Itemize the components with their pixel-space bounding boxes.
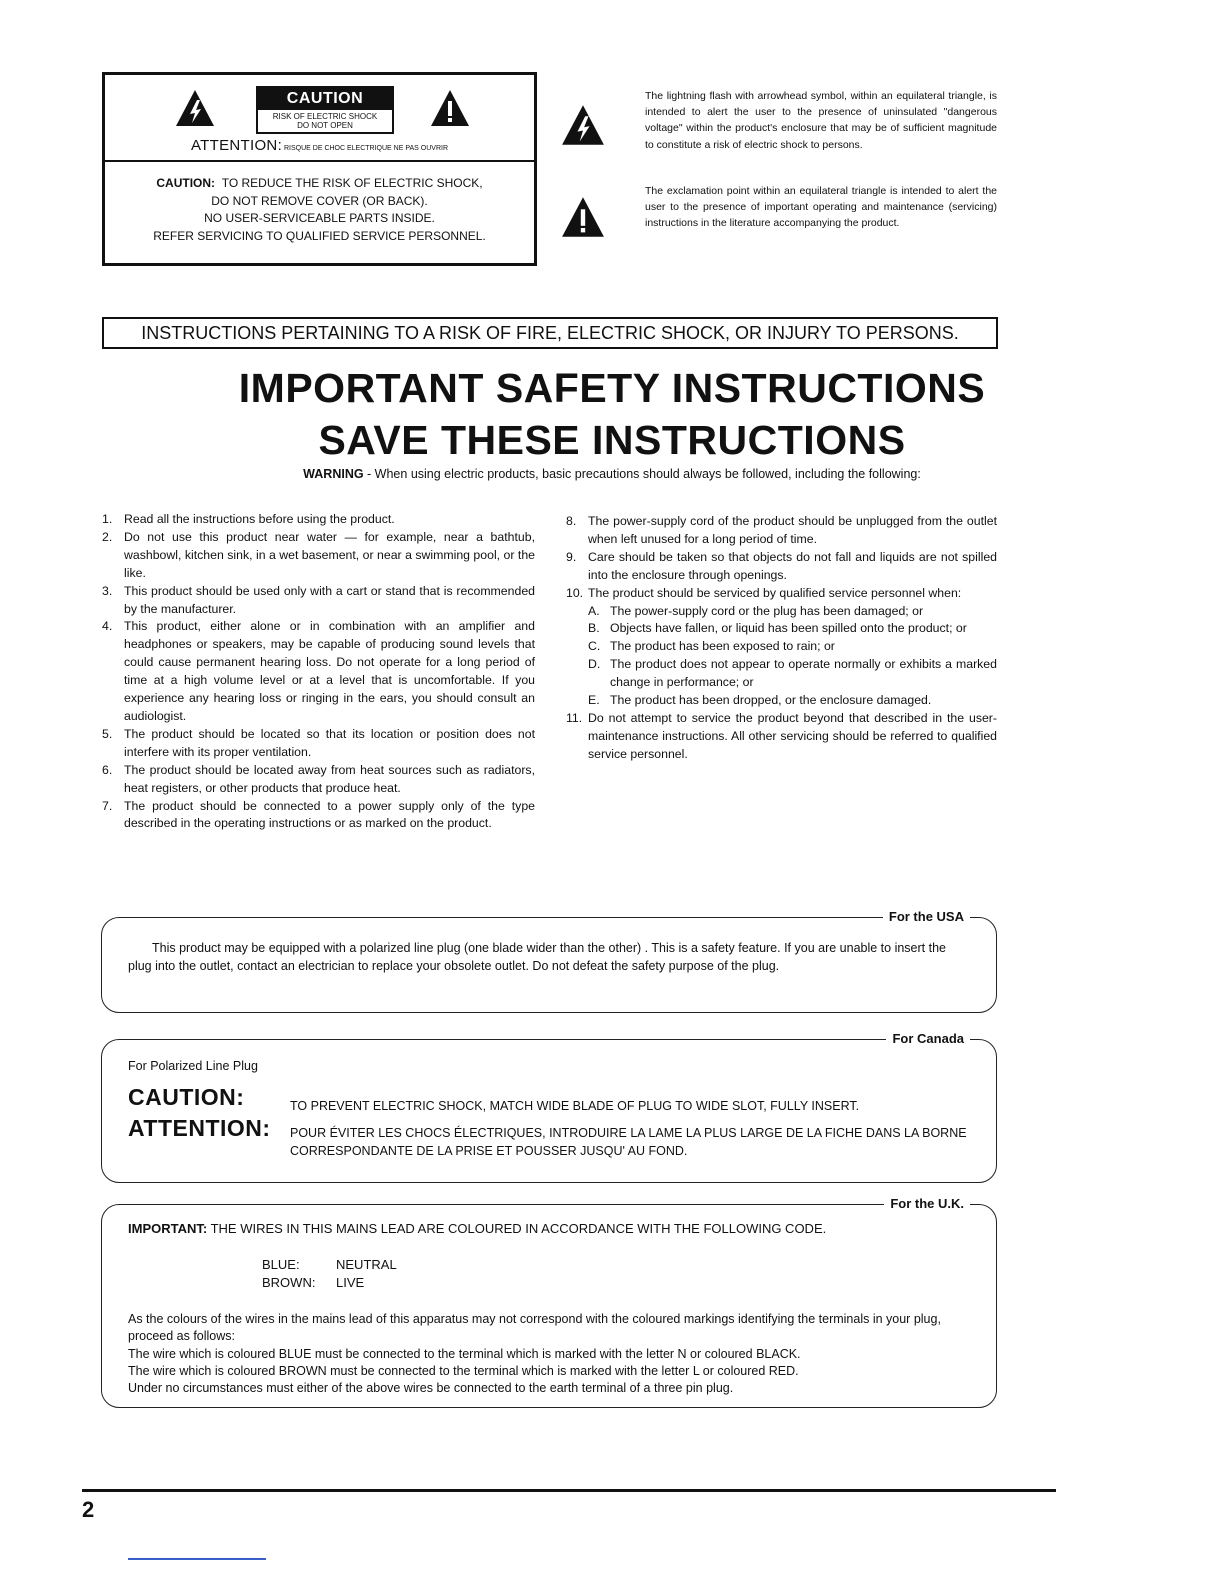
caution-risk-text (258, 110, 392, 132)
condition-text: The product has been dropped, or the enclosure damaged. (610, 693, 932, 708)
exclamation-symbol-text: The exclamation point within an equilateral triangle is intended to alert the user to the presence of important operating and maintenance (servicing) instructions in the literature accompanying the product. (645, 185, 997, 230)
caution-body-line-1 (105, 175, 534, 193)
service-condition (588, 656, 997, 692)
instruction-number: 6. (102, 762, 113, 777)
service-condition (588, 603, 997, 621)
instruction-text: This product should be used only with a cart or stand that is recommended by the manufacturer. (124, 583, 535, 616)
instruction-number: 5. (102, 726, 113, 741)
instruction-number: 10. (566, 585, 584, 600)
instruction-item (102, 583, 535, 619)
instruction-item (102, 529, 535, 583)
canada-caution-text: TO PREVENT ELECTRIC SHOCK, MATCH WIDE BLADE OF PLUG TO WIDE SLOT, FULLY INSERT. (290, 1099, 860, 1113)
caution-label: CAUTION (258, 88, 392, 110)
uk-notice-box (101, 1196, 997, 1408)
service-condition (588, 638, 997, 656)
lightning-symbol-text: The lightning flash with arrowhead symbol, within an equilateral triangle, is intended to alert the user to the presence of uninsulated "dangerous voltage" within the product's enclosure that may be of sufficient magnitude to constitute a risk of electric shock to persons. (645, 90, 997, 151)
uk-blue-label: BLUE: (262, 1257, 300, 1272)
canada-tag: For Canada (886, 1030, 970, 1048)
warning-label: WARNING (303, 467, 364, 481)
instruction-text: This product, either alone or in combination with an amplifier and headphones or speakers, may be capable of producing sound levels that could cause permanent hearing loss. Do not operate for a long period of time at a high volume level or at a level that is uncomfortable. If you experience any hearing loss or ringing in the ears, you should consult an audiologist. (124, 619, 535, 723)
uk-para-1: As the colours of the wires in the mains lead of this apparatus may not correspond with the coloured markings identifying the terminals in your plug, proceed as follows: (128, 1312, 941, 1344)
instruction-number: 2. (102, 529, 113, 544)
instruction-item (566, 513, 997, 549)
uk-brown-value: LIVE (336, 1275, 365, 1290)
service-condition (588, 620, 997, 638)
instructions-right-column (566, 513, 997, 764)
instruction-item (102, 726, 535, 762)
exclamation-warning-icon (430, 89, 470, 127)
footer-divider (82, 1489, 1056, 1492)
caution-body-line-2: DO NOT REMOVE COVER (OR BACK). (211, 193, 428, 208)
condition-text: Objects have fallen, or liquid has been spilled onto the product; or (610, 621, 967, 636)
instruction-text: The product should be located away from heat sources such as radiators, heat registers, or other products that produce heat. (124, 762, 535, 795)
lightning-symbol-icon (561, 104, 605, 146)
caution-body (105, 175, 534, 245)
instruction-number: 7. (102, 798, 113, 813)
canada-attention-text: POUR ÉVITER LES CHOCS ÉLECTRIQUES, INTRODUIRE LA LAME LA PLUS LARGE DE LA FICHE DANS LA BORNE CORRESPONDANTE DE LA PRISE ET POUSSER JUSQU' AU FOND. (290, 1126, 967, 1158)
usa-notice-box (101, 909, 997, 1013)
instruction-text: Read all the instructions before using the product. (124, 512, 395, 526)
exclamation-symbol-icon (561, 196, 605, 238)
bottom-underline (128, 1558, 266, 1560)
instruction-item (566, 549, 997, 585)
warning-line (0, 467, 1224, 481)
instruction-number: 11. (566, 710, 583, 725)
instruction-text: Do not attempt to service the product beyond that described in the user-maintenance instructions. All other servicing should be referred to qualified service personnel. (588, 710, 997, 761)
instruction-number: 4. (102, 619, 113, 634)
canada-caution-label: CAUTION: (128, 1084, 245, 1110)
uk-colour-code (262, 1256, 397, 1292)
condition-letter: A. (588, 603, 600, 618)
caution-body-line-3: NO USER-SERVICEABLE PARTS INSIDE. (204, 211, 435, 225)
canada-attention-label: ATTENTION: (128, 1115, 271, 1141)
caution-box (102, 72, 537, 266)
uk-colour-row (262, 1256, 397, 1274)
condition-letter: D. (588, 657, 601, 672)
instruction-text: The product should be serviced by qualified service personnel when: (588, 585, 962, 600)
instructions-left-column (102, 511, 535, 833)
caution-body-text-1: TO REDUCE THE RISK OF ELECTRIC SHOCK, (221, 176, 483, 190)
attention-line (105, 137, 534, 155)
uk-para-4: Under no circumstances must either of the above wires be connected to the earth terminal of a three pin plug. (128, 1381, 734, 1396)
condition-letter: C. (588, 639, 601, 654)
uk-tag: For the U.K. (884, 1195, 970, 1213)
instruction-item (102, 798, 535, 834)
instruction-text: The product should be located so that its location or position does not interfere with its proper ventilation. (124, 726, 535, 759)
page-subtitle: SAVE THESE INSTRUCTIONS (318, 417, 906, 463)
instruction-number: 8. (566, 514, 577, 528)
usa-tag: For the USA (883, 908, 970, 926)
uk-para-3: The wire which is coloured BROWN must be connected to the terminal which is marked with the letter L or coloured RED. (128, 1363, 799, 1378)
warning-text: - When using electric products, basic precautions should always be followed, including the following: (363, 467, 921, 481)
instruction-item (102, 618, 535, 725)
instruction-text: The product should be connected to a power supply only of the type described in the operating instructions or as marked on the product. (124, 798, 535, 831)
condition-letter: B. (588, 621, 600, 636)
caution-body-label: CAUTION: (156, 176, 216, 190)
service-condition (588, 692, 997, 710)
caution-label-box (256, 86, 394, 134)
instruction-item (566, 585, 997, 603)
instruction-text: Care should be taken so that objects do not fall and liquids are not spilled into the enclosure through openings. (588, 549, 997, 582)
uk-important-text: THE WIRES IN THIS MAINS LEAD ARE COLOURED IN ACCORDANCE WITH THE FOLLOWING CODE. (207, 1221, 827, 1236)
instruction-number: 3. (102, 583, 113, 598)
uk-wiring-instructions (128, 1311, 968, 1397)
instruction-text: Do not use this product near water — for example, near a bathtub, washbowl, kitchen sink, in a wet basement, or near a swimming pool, or the like. (124, 529, 535, 580)
condition-text: The power-supply cord or the plug has been damaged; or (610, 603, 924, 618)
instruction-item (102, 511, 535, 529)
instruction-item (566, 710, 997, 764)
risk-line-2: DO NOT OPEN (297, 121, 353, 130)
uk-colour-row (262, 1274, 397, 1292)
uk-blue-value: NEUTRAL (336, 1257, 397, 1272)
condition-text: The product has been exposed to rain; or (610, 639, 835, 654)
uk-brown-label: BROWN: (262, 1275, 316, 1290)
condition-text: The product does not appear to operate normally or exhibits a marked change in performance; or (610, 657, 997, 690)
canada-notice-box (101, 1031, 997, 1183)
instruction-number: 1. (102, 512, 113, 526)
fire-risk-banner: INSTRUCTIONS PERTAINING TO A RISK OF FIRE, ELECTRIC SHOCK, OR INJURY TO PERSONS. (102, 317, 998, 349)
risk-line-1: RISK OF ELECTRIC SHOCK (272, 112, 378, 121)
instruction-number: 9. (566, 549, 577, 564)
caution-header (105, 75, 534, 162)
instruction-item (102, 762, 535, 798)
instruction-text: The power-supply cord of the product should be unplugged from the outlet when left unused for a long period of time. (588, 514, 997, 546)
page-number: 2 (82, 1497, 95, 1522)
lightning-warning-icon (175, 89, 215, 127)
usa-text: This product may be equipped with a polarized line plug (one blade wider than the other) . This is a safety feature. If you are unable to insert the plug into the outlet, contact an electrician to replace your obsolete outlet. Do not defeat the safety purpose of the plug. (128, 941, 946, 973)
condition-letter: E. (588, 693, 600, 708)
uk-para-2: The wire which is coloured BLUE must be connected to the terminal which is marked with the letter N or coloured BLACK. (128, 1346, 801, 1361)
canada-polarized-label: For Polarized Line Plug (128, 1059, 258, 1073)
uk-important-label: IMPORTANT: (128, 1221, 208, 1236)
attention-label: ATTENTION: (190, 137, 283, 154)
attention-french-text: RISQUE DE CHOC ELECTRIQUE NE PAS OUVRIR (282, 145, 448, 152)
caution-body-line-4: REFER SERVICING TO QUALIFIED SERVICE PERSONNEL. (153, 228, 486, 243)
uk-important-line (128, 1221, 826, 1236)
page-title: IMPORTANT SAFETY INSTRUCTIONS (238, 365, 986, 411)
